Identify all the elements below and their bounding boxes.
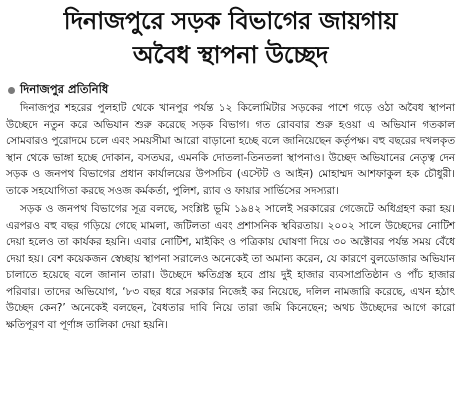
article-body xyxy=(6,100,455,333)
headline-line-2: অবৈধ স্থাপনা উচ্ছেদ xyxy=(132,41,329,69)
byline-text: দিনাজপুর প্রতিনিধি xyxy=(20,81,109,96)
byline xyxy=(6,82,455,98)
paragraph-1: দিনাজপুর শহরের পুলহাট থেকে খানপুর পর্যন্ত ১২ কিলোমিটার সড়কের পাশে গড়ে ওঠা অবৈধ স্থাপনা উচ্ছেদে নতুন করে অভিযান শুরু করেছে সড়ক বিভাগ। গত রোববার শুরু হওয়া এ অভিযান গতকাল সোমবারও পুরোদমে চলে এবং সময়সীমা আরো বাড়ানো হচ্ছে বলে জানিয়েছেন কর্তৃপক্ষ। বহু বছরের দখলকৃত স্থান থেকে ভাঙ্গা হচ্ছে দোকান, বসতঘর, এমনকি দোতলা-তিনতলা স্থাপনাও। উচ্ছেদ অভিযানের নেতৃত্ব দেন সড়ক ও জনপথ বিভাগের প্রধান কার্যালয়ের উপসচিব (এস্টেট ও আইন) মোহাম্মদ আশফাকুল হক চৌধুরী। তাকে সহযোগিতা করছে সওজ কর্মকর্তা, পুলিশ, র‍্যাব ও ফায়ার সার্ভিসের সদস্যরা। xyxy=(6,102,455,197)
headline xyxy=(6,4,455,72)
paragraph-2: সড়ক ও জনপথ বিভাগের সূত্র বলছে, সংশ্লিষ্ট ভূমি ১৯৪২ সালেই সরকারের গেজেটে অধিগ্রহণ করা হয়। এরপরও বহু বছর গড়িয়ে গেছে মামলা, জটিলতা এবং প্রশাসনিক স্থবিরতায়। ২০০২ সালে উচ্ছেদের নোটিশ দেয়া হলেও তা কার্যকর হয়নি। এবার নোটিশ, মাইকিং ও পত্রিকায় ঘোষণা দিয়ে ৩০ অক্টোবর পর্যন্ত সময় বেঁধে দেয়া হয়। বেশ কয়েকজন স্বেচ্ছায় স্থাপনা সরালেও অনেকেই তা অমান্য করেন, যে কারণে বুলডোজার অভিযান চালাতে হয়েছে বলে জানান তারা। উচ্ছেদে ক্ষতিগ্রস্ত হবে প্রায় দুই হাজার ব্যবসাপ্রতিষ্ঠান ও পাঁচ হাজার পরিবার। তাদের অভিযোগ, ‘৮৩ বছর ধরে সরকার নিজেই কর নিয়েছে, দলিল নামজারি করেছে, এখন হঠাৎ উচ্ছেদ কেন?’ অনেকেই বলছেন, বৈধতার দাবি নিয়ে তারা জমি কিনেছেন; অথচ উচ্ছেদের আগে কারো ক্ষতিপূরণ বা পূর্ণাঙ্গ তালিকা দেয়া হয়নি। xyxy=(6,203,455,331)
bullet-icon xyxy=(8,87,15,94)
headline-line-1: দিনাজপুরে সড়ক বিভাগের জায়গায় xyxy=(63,7,398,35)
